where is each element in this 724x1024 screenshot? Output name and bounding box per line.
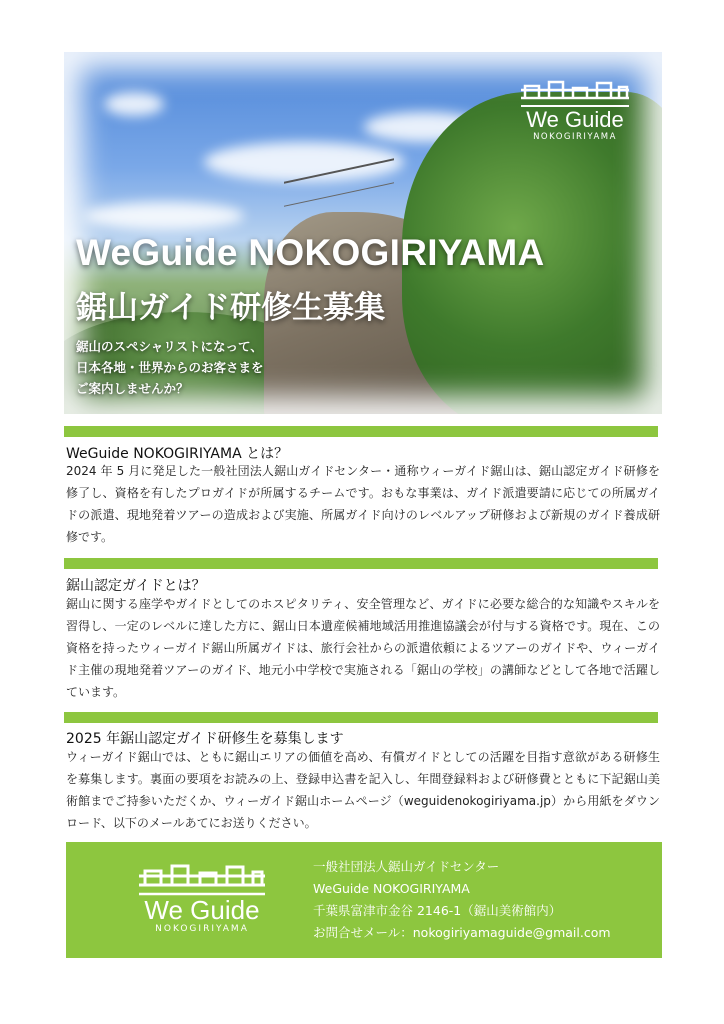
hero-logo	[516, 78, 634, 142]
logo-wordmark: We Guide	[144, 895, 260, 925]
tagline-line: 日本各地・世界からのお客さまを	[76, 360, 264, 375]
hero-photo	[64, 52, 662, 414]
org-name-en: WeGuide NOKOGIRIYAMA	[313, 881, 470, 896]
section-body-recruitment: ウィーガイド鋸山では、ともに鋸山エリアの価値を高め、有償ガイドとしての活躍を目指す意欲がある研修生を募集します。裏面の要項をお読みの上、登録申込書を記入し、年間登録料および研修費とともに下記鋸山美術館までご持参いただくか、ウィーガイド鋸山ホームページ（weguidenokogiriyama.jp）から用紙をダウンロード、以下のメールあてにお送りください。	[66, 750, 660, 830]
contact-email[interactable]: お問合せメール：nokogiriyamaguide@gmail.com	[313, 925, 611, 940]
section-divider	[64, 426, 658, 437]
section-heading-certified-guide: 鋸山認定ガイドとは？	[66, 578, 206, 594]
hero-subtitle: 鋸山ガイド研修生募集	[76, 290, 386, 326]
logo-subtitle: NOKOGIRIYAMA	[533, 132, 617, 142]
section-body-about: 2024 年 5 月に発足した一般社団法人鋸山ガイドセンター・通称ウィーガイド鋸山は、鋸山認定ガイド研修を修了し、資格を有したプロガイドが所属するチームです。おもな事業は、ガイド派遣要請に応じての所属ガイドの派遣、現地発着ツアーの造成および実施、所属ガイド向けのレベルアップ研修および新規のガイド養成研修です。	[66, 464, 660, 544]
tagline-line: ご案内しませんか？	[76, 381, 189, 396]
logo-subtitle: NOKOGIRIYAMA	[155, 924, 249, 934]
section-divider	[64, 558, 658, 569]
org-address: 千葉県富津市金谷 2146-1（鋸山美術館内）	[313, 903, 562, 918]
section-heading-recruitment: 2025 年鋸山認定ガイド研修生を募集します	[66, 731, 344, 747]
footer-logo	[132, 862, 272, 934]
footer-info	[313, 856, 611, 944]
logo-wordmark: We Guide	[526, 107, 624, 132]
logo-mark-icon	[519, 78, 631, 108]
section-divider	[64, 712, 658, 723]
org-name: 一般社団法人鋸山ガイドセンター	[313, 859, 500, 874]
section-body-certified-guide: 鋸山に関する座学やガイドとしてのホスピタリティ、安全管理など、ガイドに必要な総合的な知識やスキルを習得し、一定のレベルに達した方に、鋸山日本遺産候補地域活用推進協議会が付与する資格です。現在、この資格を持ったウィーガイド鋸山所属ガイドは、旅行会社からの派遣依頼によるツアーのガイドや、ウィーガイド主催の現地発着ツアーのガイド、地元小中学校で実施される「鋸山の学校」の講師などとして各地で活躍しています。	[66, 597, 660, 699]
footer-contact-box	[66, 842, 662, 958]
hero-title: WeGuide NOKOGIRIYAMA	[76, 232, 545, 273]
logo-mark-icon	[137, 862, 267, 896]
tagline-line: 鋸山のスペシャリストになって、	[76, 339, 263, 354]
section-heading-about: WeGuide NOKOGIRIYAMA とは？	[66, 446, 289, 462]
hero-tagline	[76, 336, 264, 399]
